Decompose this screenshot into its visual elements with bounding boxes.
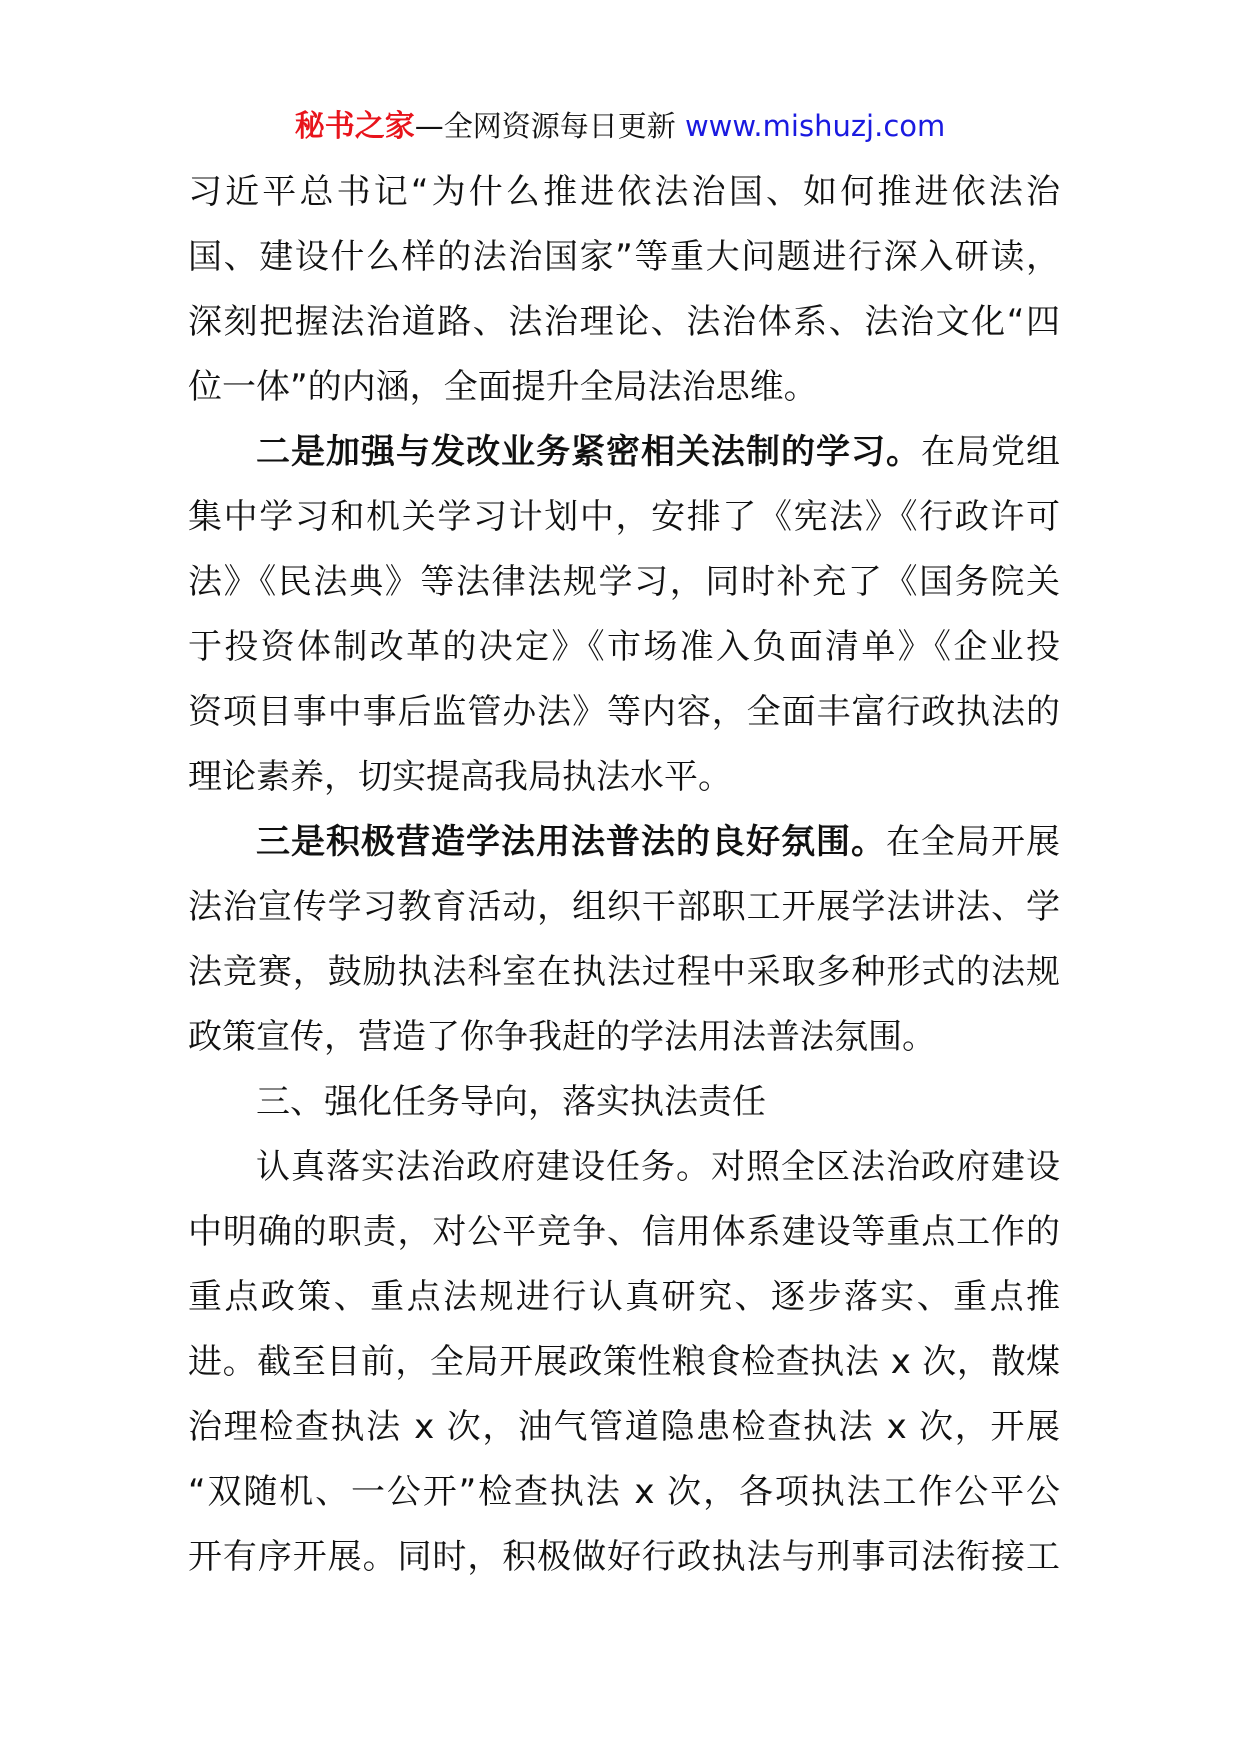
text-line: 法治宣传学习教育活动，组织干部职工开展学法讲法、学 xyxy=(188,887,1060,927)
page-header xyxy=(0,98,1240,155)
text-line: 治理检查执法 x 次，油气管道隐患检查执法 x 次，开展 xyxy=(188,1407,1060,1447)
text-line: 理论素养，切实提高我局执法水平。 xyxy=(188,757,732,797)
text-line: 深刻把握法治道路、法治理论、法治体系、法治文化“四 xyxy=(188,302,1060,342)
paragraph-heading: 二是加强与发改业务紧密相关法制的学习。 xyxy=(256,432,921,472)
site-url-link[interactable]: www.mishuzj.com xyxy=(684,109,946,143)
text-line: 于投资体制改革的决定》《市场准入负面清单》《企业投 xyxy=(188,627,1060,667)
text-line: 认真落实法治政府建设任务。对照全区法治政府建设 xyxy=(256,1147,1060,1187)
text-line: 中明确的职责，对公平竞争、信用体系建设等重点工作的 xyxy=(188,1212,1060,1252)
text-line: 集中学习和机关学习计划中，安排了《宪法》《行政许可 xyxy=(188,497,1060,537)
section-title: 三、强化任务导向，落实执法责任 xyxy=(256,1082,766,1122)
paragraph-text: 在局党组 xyxy=(921,432,1060,472)
paragraph-first-line xyxy=(188,810,1060,875)
paragraph-text: 在全局开展 xyxy=(886,822,1060,862)
text-line: 资项目事中事后监管办法》等内容，全面丰富行政执法的 xyxy=(188,692,1060,732)
text-line: 重点政策、重点法规进行认真研究、逐步落实、重点推 xyxy=(188,1277,1060,1317)
header-tagline: —全网资源每日更新 xyxy=(414,109,685,143)
text-line: 国、建设什么样的法治国家”等重大问题进行深入研读， xyxy=(188,237,1060,277)
text-line: 法竞赛，鼓励执法科室在执法过程中采取多种形式的法规 xyxy=(188,952,1060,992)
paragraph-first-line xyxy=(188,420,1060,485)
text-line: “双随机、一公开”检查执法 x 次，各项执法工作公平公 xyxy=(188,1472,1060,1512)
text-line: 政策宣传，营造了你争我赶的学法用法普法氛围。 xyxy=(188,1017,936,1057)
document-body xyxy=(188,160,1060,1590)
text-line: 开有序开展。同时，积极做好行政执法与刑事司法衔接工 xyxy=(188,1537,1060,1577)
paragraph-heading: 三是积极营造学法用法普法的良好氛围。 xyxy=(256,822,886,862)
text-line: 位一体”的内涵，全面提升全局法治思维。 xyxy=(188,367,818,407)
brand-name: 秘书之家 xyxy=(294,109,415,144)
text-line: 进。截至目前，全局开展政策性粮食检查执法 x 次，散煤 xyxy=(188,1342,1060,1382)
text-line: 习近平总书记“为什么推进依法治国、如何推进依法治 xyxy=(188,172,1060,212)
text-line: 法》《民法典》等法律法规学习，同时补充了《国务院关 xyxy=(188,562,1060,602)
